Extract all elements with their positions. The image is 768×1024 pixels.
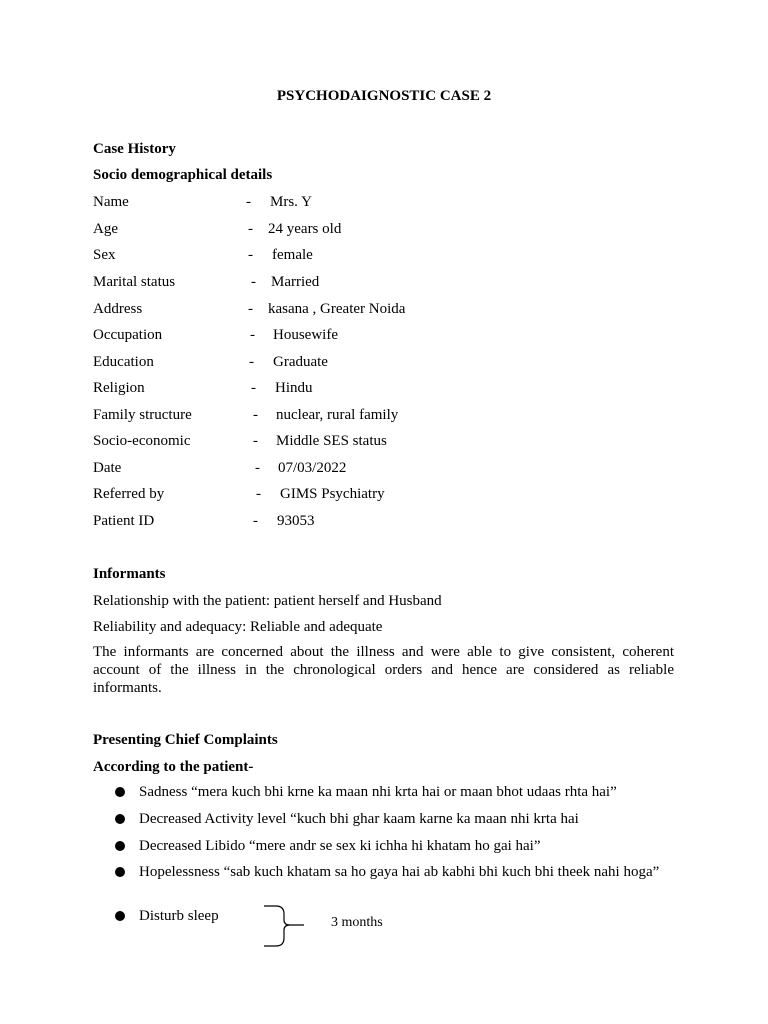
informants-description: The informants are concerned about the illness and were able to give consistent, coherent account of the illness in the chronological orders and hence are considered as reliable informants. — [93, 644, 674, 696]
field-label-referred-by: Referred by — [93, 486, 165, 502]
field-value-socio-economic: Middle SES status — [276, 433, 387, 449]
field-label-address: Address — [93, 301, 143, 317]
field-value-religion: Hindu — [275, 380, 313, 396]
field-label-age: Age — [93, 221, 118, 237]
list-item: Decreased Activity level “kuch bhi ghar kaam karne ka maan nhi krta hai — [139, 811, 579, 827]
field-dash: - — [251, 380, 256, 396]
field-label-family-structure: Family structure — [93, 407, 192, 423]
field-label-religion: Religion — [93, 380, 145, 396]
field-value-occupation: Housewife — [273, 327, 338, 343]
complaints-heading: Presenting Chief Complaints — [93, 732, 278, 748]
field-label-name: Name — [93, 194, 129, 210]
field-label-socio-economic: Socio-economic — [93, 433, 191, 449]
field-value-name: Mrs. Y — [270, 194, 312, 210]
field-value-referred-by: GIMS Psychiatry — [280, 486, 385, 502]
list-item: Disturb sleep — [139, 908, 219, 924]
bullet-icon — [115, 814, 125, 824]
field-value-patient-id: 93053 — [277, 513, 315, 529]
bullet-icon — [115, 841, 125, 851]
field-value-age: 24 years old — [268, 221, 342, 237]
list-item: Sadness “mera kuch bhi krne ka maan nhi krta hai or maan bhot udaas rhta hai” — [139, 784, 617, 800]
field-value-sex: female — [272, 247, 313, 263]
complaints-duration: 3 months — [331, 915, 383, 930]
field-dash: - — [253, 407, 258, 423]
field-dash: - — [248, 301, 253, 317]
field-value-date: 07/03/2022 — [278, 460, 347, 476]
field-dash: - — [248, 221, 253, 237]
field-value-address: kasana , Greater Noida — [268, 301, 406, 317]
field-dash: - — [253, 513, 258, 529]
field-dash: - — [248, 247, 253, 263]
field-dash: - — [246, 194, 251, 210]
bullet-icon — [115, 787, 125, 797]
informants-relationship: Relationship with the patient: patient herself and Husband — [93, 593, 442, 609]
bullet-icon — [115, 911, 125, 921]
field-dash: - — [249, 354, 254, 370]
field-dash: - — [256, 486, 261, 502]
field-label-education: Education — [93, 354, 154, 370]
field-label-date: Date — [93, 460, 122, 476]
field-label-sex: Sex — [93, 247, 116, 263]
field-dash: - — [250, 327, 255, 343]
field-label-marital-status: Marital status — [93, 274, 176, 290]
field-dash: - — [255, 460, 260, 476]
field-dash: - — [253, 433, 258, 449]
right-brace-icon — [262, 904, 312, 948]
list-item: Decreased Libido “mere andr se sex ki ichha hi khatam ho gai hai” — [139, 838, 541, 854]
document-title: PSYCHODAIGNOSTIC CASE 2 — [276, 88, 492, 104]
field-label-patient-id: Patient ID — [93, 513, 155, 529]
field-value-marital-status: Married — [271, 274, 320, 290]
informants-heading: Informants — [93, 566, 166, 582]
field-value-education: Graduate — [273, 354, 328, 370]
field-dash: - — [251, 274, 256, 290]
case-history-heading: Case History — [93, 141, 176, 157]
complaints-subheading: According to the patient- — [93, 759, 254, 775]
field-label-occupation: Occupation — [93, 327, 163, 343]
bullet-icon — [115, 867, 125, 877]
informants-reliability: Reliability and adequacy: Reliable and adequate — [93, 619, 383, 635]
socio-demographic-heading: Socio demographical details — [93, 167, 273, 183]
list-item: Hopelessness “sab kuch khatam sa ho gaya hai ab kabhi bhi kuch bhi theek nahi hoga” — [139, 864, 660, 880]
field-value-family-structure: nuclear, rural family — [276, 407, 399, 423]
